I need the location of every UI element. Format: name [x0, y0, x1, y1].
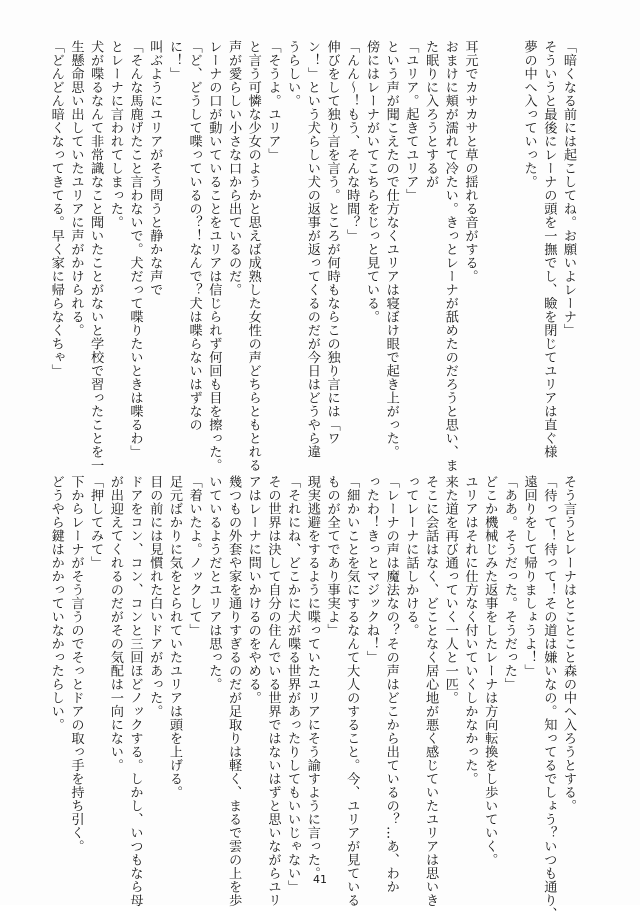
- text-column: いているようだとユリアは思った。: [206, 475, 222, 691]
- text-column: とレーナに言われてしまった。: [107, 40, 123, 229]
- text-column: [499, 40, 519, 428]
- text-column: 「着いたよ。ノックして」: [186, 475, 202, 637]
- text-column: 「待って！待って！その道は嫌いなの。知ってるでしょう？いつも通り、: [541, 475, 557, 921]
- text-column: 「そんな馬鹿げたこと言わないで。犬だって喋りたいときは喋るわ」: [127, 40, 143, 459]
- text-column: ン！」という犬らしい犬の返事が返ってくるのだが今日はどうやら違: [304, 40, 320, 459]
- text-column: 声が愛らしい小さな口から出ているのだ。: [226, 40, 242, 297]
- text-column: 「ユリア。起きてユリア」: [403, 40, 419, 202]
- text-column: アはレーナに問いかけるのをやめる。: [245, 475, 261, 705]
- text-column: ものが全てであり事実よ」: [324, 475, 340, 637]
- text-column: 生懸命思い出していたユリアに声がかけられる。: [68, 40, 84, 337]
- text-column: おまけに頬が濡れて冷たい。きっとレーナが舐めたのだろうと思い、ま: [442, 40, 458, 472]
- page-number: 41: [313, 873, 327, 886]
- text-column: うらしい。: [285, 40, 301, 108]
- text-column: 「ああ。そうだった。そうだった」: [501, 475, 517, 691]
- text-column: どこか機械じみた返事をしたレーナは方向転換をし歩いていく。: [482, 475, 498, 867]
- text-column: 「それにね、どこかに犬が喋る世界があったりしてもいいじゃない」: [285, 475, 301, 894]
- text-column: 遠回りをして帰りましょうよ！」: [521, 475, 537, 678]
- text-column: そこに会話はなく、どことなく居心地が悪く感じていたユリアは思いき: [423, 475, 439, 907]
- text-column: 叫ぶようにユリアがそう問うと静かな声で: [147, 40, 163, 297]
- text-column: [479, 40, 499, 428]
- text-column: 夢の中へ入っていった。: [521, 40, 537, 189]
- text-column: 犬が喋るなんて非常識なこと聞いたことがないと学校で習ったことを一: [88, 40, 104, 472]
- text-column: 「押してみて」: [88, 475, 104, 570]
- text-column: そう言うとレーナはとことこと森の中へ入ろうとする。: [561, 475, 576, 813]
- text-column: 幾つもの外套や家を通りすぎるのだが足取りは軽く、まるで雲の上を歩: [226, 475, 242, 907]
- text-column: が出迎えてくれるのだがその気配は一向にない。: [107, 475, 123, 772]
- text-column: 現実逃避をするように喋っていたユリアにそう諭すように言った。: [304, 475, 320, 880]
- text-column: 目の前には見慣れた白いドアがあった。: [147, 475, 163, 718]
- text-column: ドアをコン、コン、コンと三回ほどノックする。しかし、いつもなら母: [127, 475, 143, 907]
- text-column: どうやら鍵はかかっていなかったらしい。: [48, 475, 64, 732]
- text-column: 傍にはレーナがいてこちらをじっと見ている。: [363, 40, 379, 324]
- text-column: た眠りに入ろうとするが: [423, 40, 439, 189]
- text-column: その世界は決して自分の住んでいる世界ではないはずと思いながらユリ: [265, 475, 281, 907]
- text-column: 「どんどん暗くなってきてる。早く家に帰らなくちゃ」: [48, 40, 64, 378]
- text-column: そういうと最後にレーナの頭を一撫でし、瞼を閉じてユリアは直ぐ様: [541, 40, 557, 459]
- text-column: ってレーナに話しかける。: [403, 475, 419, 637]
- text-column: ユリアはそれに仕方なく付いていくしかなかった。: [462, 475, 478, 786]
- text-column: 伸びをして独り言を言う。ところが何時もならこの独り言には「ワ: [324, 40, 340, 445]
- text-column: 「んん〜！もう、そんな時間？」: [344, 40, 360, 243]
- text-column: 来た道を再び通っていく一人と一匹。: [442, 475, 458, 705]
- text-column: 「そうよ。ユリア」: [265, 40, 281, 162]
- text-column: 「ど、どうして喋っているの？！なんで？犬は喋らないはずなの: [186, 40, 202, 432]
- text-column: レーナの口が動いていることをユリアは信じられず何回も目を擦った。: [206, 40, 222, 472]
- text-column: 下からレーナがそう言うのでそっとドアの取っ手を持ち引く。: [68, 475, 84, 853]
- text-column: 「レーナの声は魔法なの？その声はどこから出ているの？…あ、わか: [383, 475, 399, 894]
- text-column: 耳元でカサカサと草の揺れる音がする。: [462, 40, 478, 283]
- text-column: という声が聞こえたので仕方なくユリアは寝ぼけ眼で起き上がった。: [383, 40, 399, 459]
- upper-text-block: [46, 40, 578, 472]
- text-column: と言う可憐な少女のようかと思えば成熟した女性の声どちらともとれる: [245, 40, 261, 472]
- text-column: 足元ばかりに気をとられていたユリアは頭を上げる。: [166, 475, 182, 799]
- lower-text-block: [46, 475, 578, 921]
- text-column: に！」: [166, 40, 182, 81]
- text-column: ったわ！きっとマジックね！」: [363, 475, 379, 664]
- text-column: 「暗くなる前には起こしてね。お願いよレーナ」: [561, 40, 576, 337]
- text-column: 「細かいことを気にするなんて大人のすること。今、ユリアが見ている: [344, 475, 360, 907]
